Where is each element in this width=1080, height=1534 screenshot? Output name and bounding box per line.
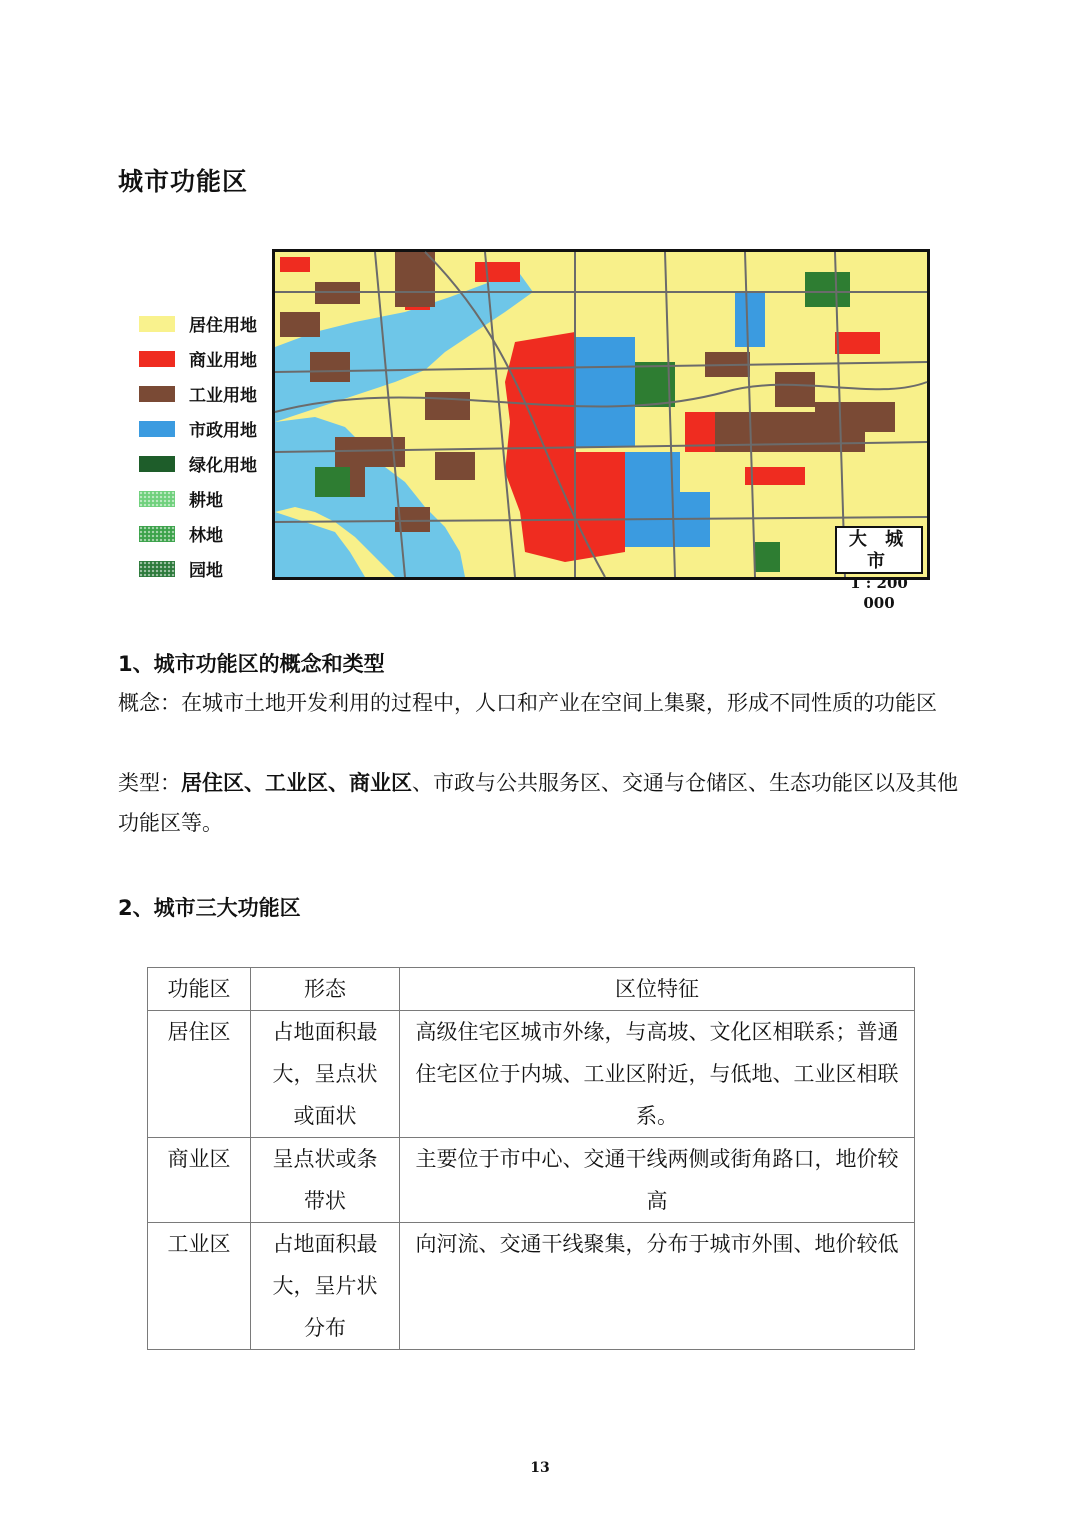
legend-item (139, 341, 257, 376)
legend-label: 商业用地 (189, 351, 257, 371)
commercial-block (475, 262, 520, 282)
farmland-swatch (139, 491, 175, 507)
municipal-block (735, 292, 765, 347)
map-legend (139, 306, 257, 586)
table-header: 区位特征 (400, 968, 915, 1011)
concept-text: 在城市土地开发利用的过程中，人口和产业在空间上集聚，形成不同性质的功能区 (181, 691, 937, 715)
legend-label: 绿化用地 (189, 456, 257, 476)
legend-label: 工业用地 (189, 386, 257, 406)
zones-table (147, 967, 915, 1350)
form-cell (251, 1138, 400, 1223)
legend-label: 园地 (189, 561, 223, 581)
table-row (148, 1011, 915, 1138)
industrial-block (775, 372, 815, 407)
types-paragraph (118, 763, 968, 843)
map-scale-box (835, 526, 923, 612)
form-line: 占地面积最 (272, 1232, 378, 1256)
commercial-block (835, 332, 880, 354)
commercial-block (280, 257, 310, 272)
page-title: 城市功能区 (118, 167, 249, 196)
legend-item (139, 446, 257, 481)
green-area (315, 467, 350, 497)
form-line: 大，呈点状 (272, 1062, 378, 1086)
form-line: 或面状 (293, 1104, 357, 1128)
legend-item (139, 376, 257, 411)
types-bold: 居住区、工业区、商业区 (181, 771, 412, 795)
legend-item (139, 516, 257, 551)
industrial-block (280, 312, 320, 337)
industrial-block (395, 252, 435, 307)
green-area (755, 542, 780, 572)
form-line: 呈点状或条 (272, 1147, 378, 1171)
green-area (805, 272, 850, 307)
legend-label: 市政用地 (189, 421, 257, 441)
legend-item (139, 411, 257, 446)
types-label: 类型： (118, 771, 181, 795)
greenery-swatch (139, 456, 175, 472)
location-cell: 主要位于市中心、交通干线两侧或街角路口，地价较高 (400, 1138, 915, 1223)
legend-label: 林地 (189, 526, 223, 546)
concept-paragraph (118, 683, 968, 723)
map-graphic (275, 252, 927, 577)
map-scale-ratio: 1 : 200 000 (850, 574, 908, 612)
table-header: 功能区 (148, 968, 251, 1011)
commercial-swatch (139, 351, 175, 367)
form-line: 带状 (304, 1189, 346, 1213)
table-row (148, 1223, 915, 1350)
form-line: 分布 (304, 1316, 346, 1340)
zone-cell: 商业区 (148, 1138, 251, 1223)
municipal-swatch (139, 421, 175, 437)
section1-heading: 1、城市功能区的概念和类型 (118, 652, 385, 676)
zone-cell: 工业区 (148, 1223, 251, 1350)
legend-item (139, 551, 257, 586)
legend-label: 居住用地 (189, 316, 257, 336)
legend-item (139, 481, 257, 516)
forest-swatch (139, 526, 175, 542)
municipal-block (575, 337, 635, 447)
form-line: 占地面积最 (272, 1020, 378, 1044)
location-cell: 高级住宅区城市外缘，与高坡、文化区相联系；普通住宅区位于内城、工业区附近，与低地、工业区相联系。 (400, 1011, 915, 1138)
table-header-row (148, 968, 915, 1011)
legend-item (139, 306, 257, 341)
form-cell (251, 1223, 400, 1350)
commercial-block (745, 467, 805, 485)
industrial-block (425, 392, 470, 420)
industrial-block (435, 452, 475, 480)
table-row (148, 1138, 915, 1223)
form-cell (251, 1011, 400, 1138)
concept-label: 概念： (118, 691, 181, 715)
section2-heading: 2、城市三大功能区 (118, 896, 301, 920)
table-header: 形态 (251, 968, 400, 1011)
industrial-block (815, 402, 895, 432)
orchard-swatch (139, 561, 175, 577)
location-cell: 向河流、交通干线聚集，分布于城市外围、地价较低 (400, 1223, 915, 1350)
city-land-use-map (272, 249, 930, 612)
legend-label: 耕地 (189, 491, 223, 511)
industrial-swatch (139, 386, 175, 402)
zone-cell: 居住区 (148, 1011, 251, 1138)
industrial-block (310, 352, 350, 382)
residential-swatch (139, 316, 175, 332)
map-scale-name: 大 城 市 (848, 529, 910, 572)
page-number: 13 (530, 1460, 550, 1476)
form-line: 大，呈片状 (272, 1274, 378, 1298)
types-rest: 、市政与公共服务区、交通与仓储区、生态功能区以及其他功能区等。 (118, 771, 958, 835)
